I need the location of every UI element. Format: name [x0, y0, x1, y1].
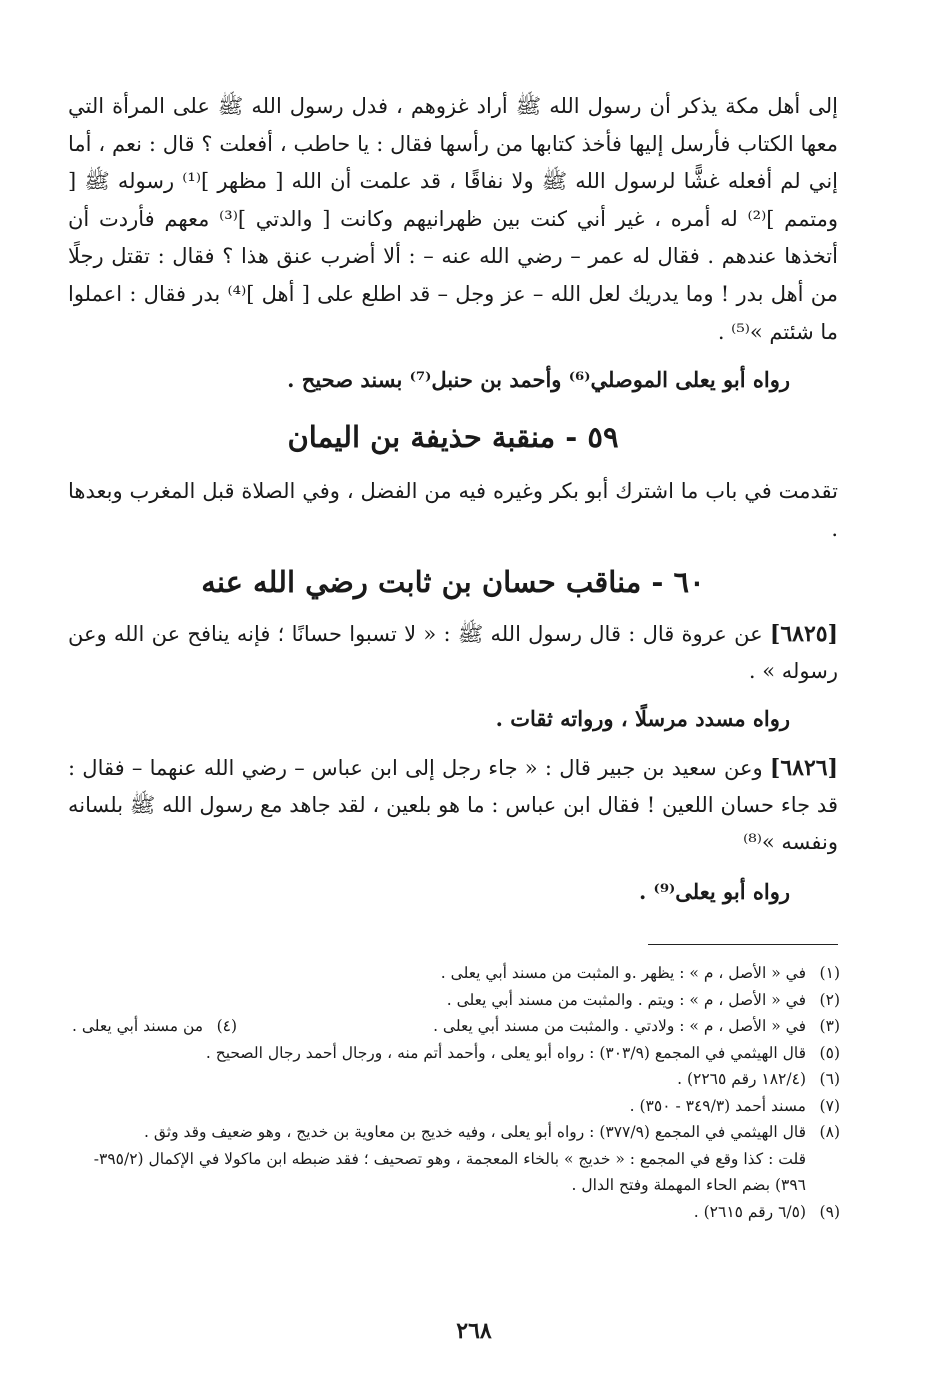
footnote-3	[433, 1013, 840, 1040]
source-line-1: رواه أبو يعلى الموصلي⁽⁶⁾ وأحمد بن حنبل⁽⁷⁾ بسند صحيح .	[287, 367, 790, 393]
hadith-6825	[68, 616, 838, 690]
footnote-divider	[648, 944, 838, 945]
page-number: ٢٦٨	[456, 1318, 492, 1344]
footnote-number: (٢)	[819, 990, 840, 1009]
footnote-2	[72, 987, 840, 1014]
footnote-9	[72, 1199, 840, 1226]
footnote-6	[72, 1066, 840, 1093]
footnote-text: قال الهيثمي في المجمع (٣٧٧/٩) : رواه أبو يعلى ، وفيه خديج بن معاوية بن خديج ، وهو ضعيف وقد وثق .	[143, 1123, 806, 1141]
footnote-5	[72, 1040, 840, 1067]
footnote-1	[72, 960, 840, 987]
heading-section-59: ٥٩ - منقبة حذيفة بن اليمان	[287, 420, 619, 455]
footnote-number: (٨)	[819, 1123, 840, 1141]
footnote-number: (٣)	[819, 1017, 840, 1035]
footnote-8-continuation: قلت : كذا وقع في المجمع : « خديج » بالخاء المعجمة ، وهو تصحيف ؛ فقد ضبطه ابن ماكولا في الإكمال (٣٩٥/٢- ٣٩٦) بضم الحاء المهملة وفتح الدال .	[93, 1149, 806, 1194]
footnote-number: (٤)	[216, 1017, 238, 1035]
hadith-number: [٦٨٢٥]	[769, 621, 838, 648]
footnote-text: في « الأصل ، م » : ولادتي . والمثبت من مسند أبي يعلى .	[433, 1017, 806, 1035]
footnote-number: (١)	[819, 964, 840, 982]
page-body	[68, 88, 838, 907]
footnote-7	[72, 1093, 840, 1120]
source-line-2: رواه مسدد مرسلًا ، ورواته ثقات .	[495, 706, 790, 732]
footnote-text: (٦/٥ رقم ٢٦١٥) .	[693, 1202, 806, 1221]
footnote-number: (٧)	[819, 1096, 840, 1115]
footnote-number: (٦)	[819, 1070, 840, 1088]
footnote-number: (٩)	[819, 1202, 840, 1221]
footnote-4	[72, 1013, 237, 1040]
footnotes	[72, 960, 840, 1225]
hadith-number: [٦٨٢٦]	[769, 755, 838, 782]
footnote-text: قال الهيثمي في المجمع (٣٠٣/٩) : رواه أبو يعلى ، وأحمد أتم منه ، ورجال أحمد رجال الصحيح .	[205, 1043, 806, 1062]
footnote-text: في « الأصل ، م » : ويتم . والمثبت من مسند أبي يعلى .	[446, 990, 806, 1009]
top-paragraph: إلى أهل مكة يذكر أن رسول الله ﷺ أراد غزوهم ، فدل رسول الله ﷺ على المرأة التي معها الكتاب فأرسل إليها فأخذ كتابها من رأسها فقال : يا حاطب ، أفعلت ؟ قال : نعم ، أما إني لم أفعله غشًّا لرسول الله ﷺ ولا نفاقًا ، قد علمت أن الله [ مظهر ]⁽¹⁾ رسوله ﷺ [ ومتمم ]⁽²⁾ له أمره ، غير أني كنت بين ظهرانيهم وكانت [ والدتي ]⁽³⁾ معهم فأردت أن أتخذها عندهم . فقال له عمر – رضي الله عنه – : ألا أضرب عنق هذا ؟ فقال : تقتل رجلًا من أهل بدر ! وما يدريك لعل الله – عز وجل – قد اطلع على [ أهل ]⁽⁴⁾ بدر فقال : اعملوا ما شئتم »⁽⁵⁾ .	[68, 94, 838, 344]
source-line-3: رواه أبو يعلى⁽⁹⁾ .	[638, 879, 790, 905]
footnote-text: مسند أحمد (٣٤٩/٣ - ٣٥٠) .	[629, 1096, 806, 1115]
footnote-8	[72, 1119, 840, 1146]
footnote-text: من مسند أبي يعلى .	[72, 1017, 204, 1035]
paragraph-section-59: تقدمت في باب ما اشترك أبو بكر وغيره فيه من الفضل ، وفي الصلاة قبل المغرب وبعدها .	[68, 479, 838, 541]
hadith-6826	[68, 750, 838, 861]
footnote-text: (١٨٢/٤ رقم ٢٢٦٥) .	[677, 1070, 806, 1088]
footnote-3-4	[72, 1013, 840, 1040]
heading-section-60: ٦٠ - مناقب حسان بن ثابت رضي الله عنه	[201, 565, 705, 600]
hadith-text: عن عروة قال : قال رسول الله ﷺ : « لا تسبوا حسانًا ؛ فإنه ينافح عن الله وعن رسوله » .	[68, 622, 838, 684]
footnote-number: (٥)	[819, 1043, 840, 1062]
footnote-text: في « الأصل ، م » : يظهر .و المثبت من مسند أبي يعلى .	[440, 964, 806, 982]
hadith-text: وعن سعيد بن جبير قال : « جاء رجل إلى ابن عباس – رضي الله عنهما – فقال : قد جاء حسان اللعين ! فقال ابن عباس : ما هو بلعين ، لقد جاهد مع رسول الله ﷺ بلسانه ونفسه »⁽⁸⁾	[68, 756, 838, 855]
